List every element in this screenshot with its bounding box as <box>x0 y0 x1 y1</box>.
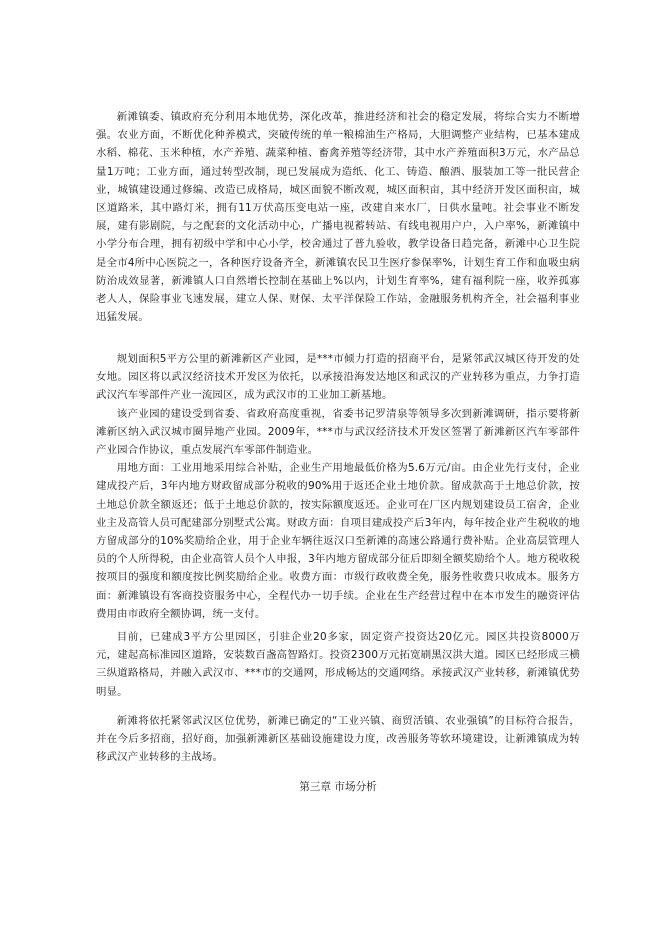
paragraph-policy-incentives: 用地方面：工业用地采用综合补贴，企业生产用地最低价格为5.6万元/亩。由企业先行支付，企业建成投产后，3年内地方财政留成部分税收的90%用于返还企业土地价款。留成款高于土地总价款，按土地总价款全额返还；低于土地总价款的，按实际额度返还。企业可在厂区内规划建设员工宿舍，企业业主及高管人员可配建部分别墅式公寓。财政方面：自项目建成投产后3年内，每年按企业产生税收的地方留成部分的10%奖励给企业，用于企业车辆往返汉口至新滩的高速公路通行费补贴。企业高层管理人员的个人所得税，由企业高管人员个人申报，3年内地方留成部分征后即刻全额奖励给个人。地方税收税按项目的强度和额度按比例奖励给企业。收费方面：市级行政收费全免，服务性收费只收成本。服务方面：新滩镇设有客商投资服务中心，全程代办一切手续。企业在生产经营过程中在本市发生的融资评估费用由市政府全额协调，统一支付。 <box>96 462 580 620</box>
paragraph-park-planning: 规划面积5平方公里的新滩新区产业园，是***市倾力打造的招商平台，是紧邻武汉城区待开发的处女地。园区将以武汉经济技术开发区为依托，以承接沿海发达地区和武汉的产业转移为重点，力争打造武汉汽车零部件产业一流园区，成为武汉市的工业加工新基地。 <box>96 353 580 402</box>
paragraph-current-progress: 目前，已建成3平方公里园区，引驻企业20多家，固定资产投资达20亿元。园区共投资8000万元，建起高标准园区道路，安装数百盏高智路灯。投资2300万元拓宽刷黑汉洪大道。园区已经形成三横三纵道路格局，并融入武汉市、***市的交通网，形成畅达的交通网络。承接武汉产业转移，新滩镇优势明显。 <box>96 631 580 698</box>
chapter-title: 第三章 市场分析 <box>299 781 377 793</box>
paragraph-town-overview: 新滩镇委、镇政府充分利用本地优势，深化改革，推进经济和社会的稳定发展，将综合实力不断增强。农业方面，不断优化种养模式，突破传统的单一粮棉油生产格局，大胆调整产业结构，已基本建成水稻、棉花、玉米种植，水产养殖、蔬菜种植、畜禽养殖等经济带，其中水产养殖面积3万元，水产品总量1万吨；工业方面，通过转型改制，现已发展成为造纸、化工、铸造、酿酒、服装加工等一批民营企业，城镇建设通过修编、改造已成格局，城区面貌不断改观，城区面积亩，其中经济开发区面积亩，城区道路米，其中路灯米，拥有11万伏高压变电站一座，改建自来水厂，日供水量吨。社会事业不断发展，建有影剧院，与之配套的文化活动中心，广播电视蓄转站、有线电视用户户，入户率%，新滩镇中小学分布合理，拥有初级中学和中心小学，校舍通过了普九验收，教学设备日趋完备，新滩中心卫生院是全市4所中心医院之一，各种医疗设备齐全，新滩镇农民卫生医疗参保率%，计划生育工作和血吸虫病防治成效显著，新滩镇人口自然增长控制在基础上%以内，计划生育率%，建有福利院一座，收养孤寡老人人，保险事业飞速发展，建立人保、财保、太平洋保险工作站，金融服务机构齐全，社会福利事业迅猛发展。 <box>96 111 580 324</box>
paragraph-future-goals: 新滩将依托紧邻武汉区位优势，新滩已确定的“工业兴镇、商贸活镇、农业强镇”的目标符合报告，并在今后多招商，招好商，加强新滩新区基础设施建设力度，改善服务等软环境建设，让新滩镇成为转移武汉产业转移的主战场。 <box>96 715 580 764</box>
paragraph-park-support: 该产业园的建设受到省委、省政府高度重视，省委书记罗清泉等领导多次到新滩调研，指示要将新滩新区纳入武汉城市圈异地产业园。2009年，***市与武汉经济技术开发区签署了新滩新区汽车零部件产业园合作协议，重点发展汽车零部件制造业。 <box>96 407 580 457</box>
paragraph-group-industrial-park <box>96 350 580 623</box>
